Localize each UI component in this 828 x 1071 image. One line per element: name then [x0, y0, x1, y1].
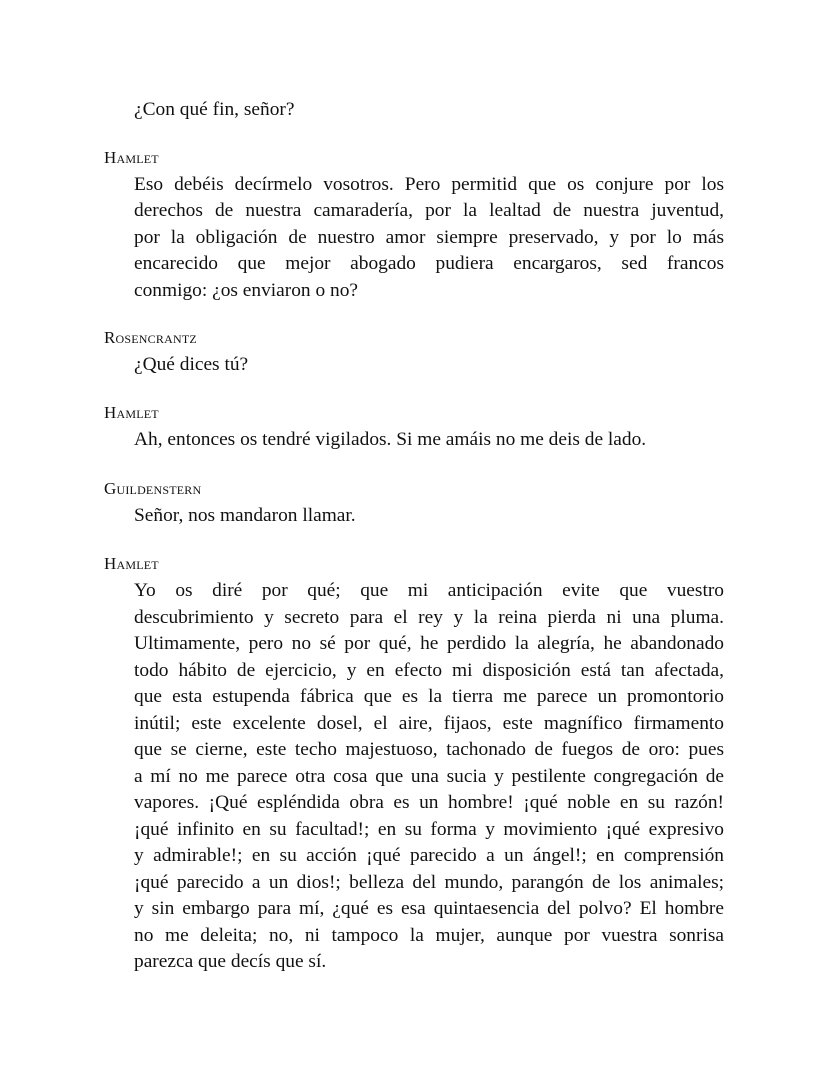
speaker-name: Hamlet	[104, 403, 159, 422]
dialogue-line: ¿Con qué fin, señor?	[134, 99, 295, 120]
dialogue-line: conmigo: ¿os enviaron o no?	[134, 280, 359, 301]
dialogue-line: que se cierne, este techo majestuoso, tachonado de fuegos de oro: pues	[134, 739, 724, 760]
dialogue-line: vapores. ¡Qué espléndida obra es un hombre! ¡qué noble en su razón!	[134, 792, 724, 813]
dialogue-line: Señor, nos mandaron llamar.	[134, 505, 356, 526]
speaker-name: Guildenstern	[104, 479, 202, 498]
dialogue-line: descubrimiento y secreto para el rey y la reina pierda ni una pluma.	[134, 607, 724, 628]
dialogue-line: ¡qué infinito en su facultad!; en su forma y movimiento ¡qué expresivo	[134, 819, 724, 840]
dialogue-line: que esta estupenda fábrica que es la tierra me parece un promontorio	[134, 686, 724, 707]
dialogue-line: todo hábito de ejercicio, y en efecto mi disposición está tan afectada,	[134, 660, 724, 681]
dialogue-line: a mí no me parece otra cosa que una sucia y pestilente congregación de	[134, 766, 724, 787]
dialogue-line: derechos de nuestra camaradería, por la lealtad de nuestra juventud,	[134, 200, 724, 221]
dialogue-line: ¡qué parecido a un dios!; belleza del mundo, parangón de los animales;	[134, 872, 724, 893]
dialogue-line: parezca que decís que sí.	[134, 951, 327, 972]
dialogue-line: inútil; este excelente dosel, el aire, fijaos, este magnífico firmamento	[134, 713, 724, 734]
dialogue-line: por la obligación de nuestro amor siempre preservado, y por lo más	[134, 227, 724, 248]
dialogue-line: y admirable!; en su acción ¡qué parecido a un ángel!; en comprensión	[134, 845, 724, 866]
speaker-name: Rosencrantz	[104, 328, 197, 347]
speaker-name: Hamlet	[104, 554, 159, 573]
speaker-name: Hamlet	[104, 148, 159, 167]
dialogue-line: no me deleita; no, ni tampoco la mujer, aunque por vuestra sonrisa	[134, 925, 724, 946]
dialogue-line: ¿Qué dices tú?	[134, 354, 249, 375]
dialogue-line: Ah, entonces os tendré vigilados. Si me amáis no me deis de lado.	[134, 429, 647, 450]
dialogue-line: Eso debéis decírmelo vosotros. Pero permitid que os conjure por los	[134, 174, 724, 195]
dialogue-line: y sin embargo para mí, ¿qué es esa quintaesencia del polvo? El hombre	[134, 898, 724, 919]
dialogue-line: Yo os diré por qué; que mi anticipación evite que vuestro	[134, 580, 724, 601]
dialogue-line: Ultimamente, pero no sé por qué, he perdido la alegría, he abandonado	[134, 633, 724, 654]
dialogue-line: encarecido que mejor abogado pudiera encargaros, sed francos	[134, 253, 724, 274]
